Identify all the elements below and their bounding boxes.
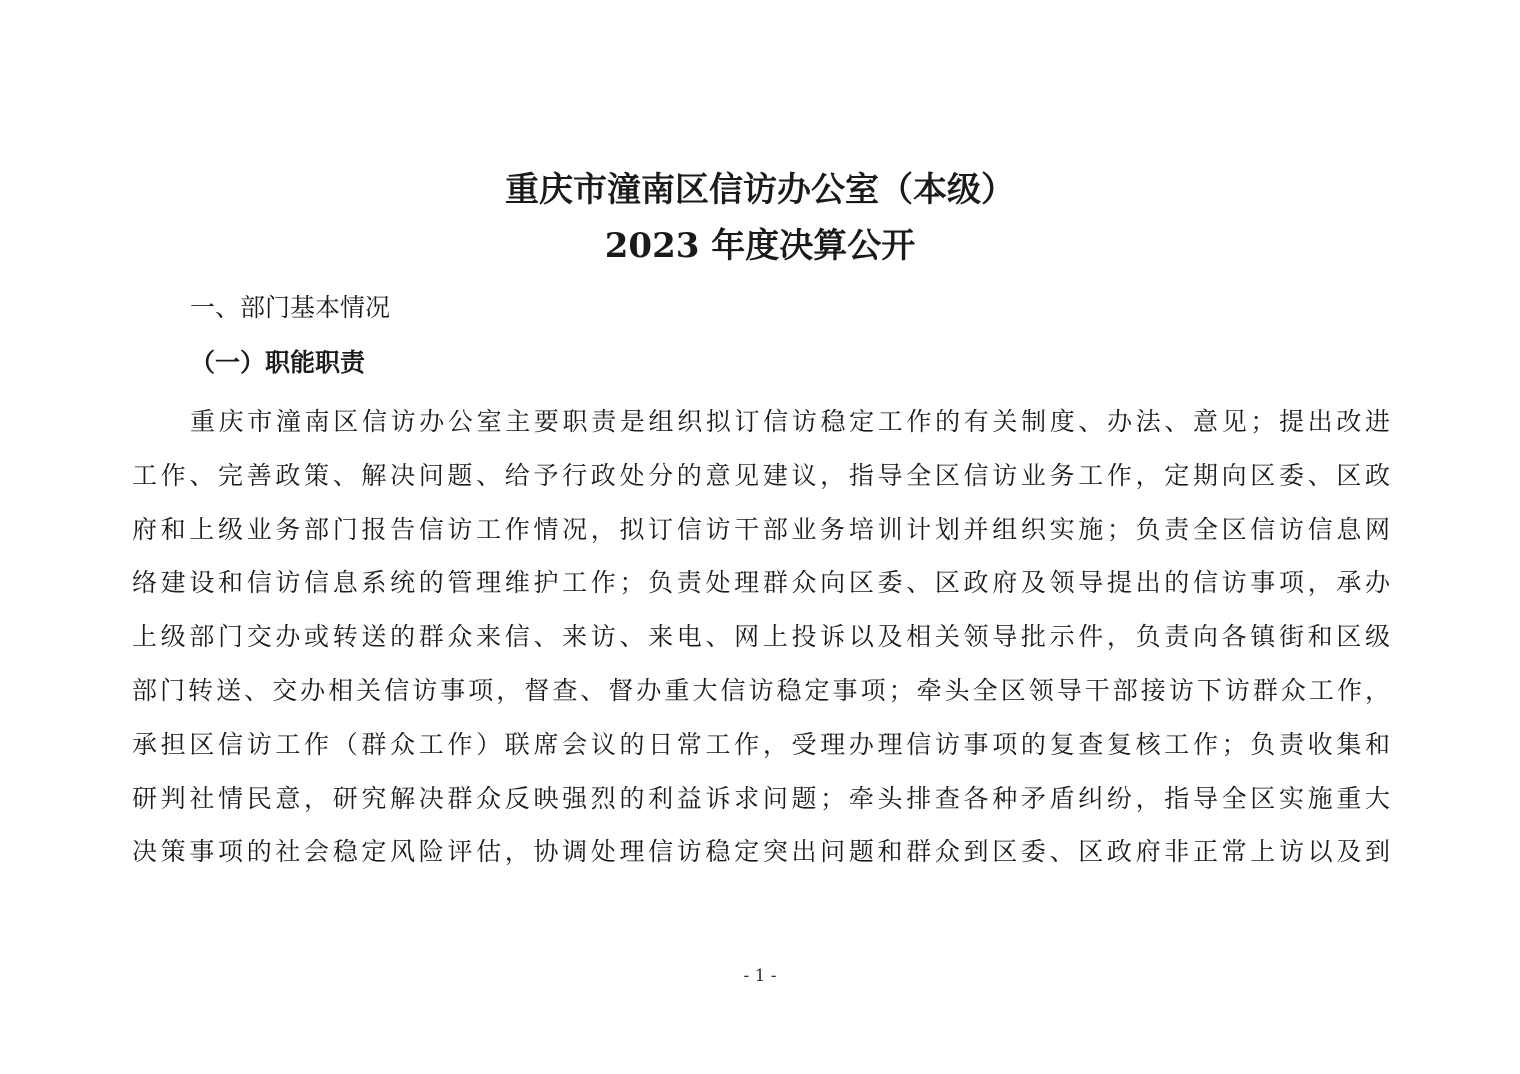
body-line: 工作、完善政策、解决问题、给予行政处分的意见建议，指导全区信访业务工作，定期向区委、区政 bbox=[132, 460, 1390, 490]
document-title-line-1: 重庆市潼南区信访办公室（本级） bbox=[505, 170, 1015, 210]
body-line: 府和上级业务部门报告信访工作情况，拟订信访干部业务培训计划并组织实施；负责全区信访信息网 bbox=[132, 514, 1390, 544]
body-line: 研判社情民意，研究解决群众反映强烈的利益诉求问题；牵头排查各种矛盾纠纷，指导全区实施重大 bbox=[132, 783, 1390, 813]
body-paragraph bbox=[132, 395, 1390, 879]
page-number: - 1 - bbox=[743, 966, 777, 986]
body-line: 络建设和信访信息系统的管理维护工作；负责处理群众向区委、区政府及领导提出的信访事项，承办 bbox=[132, 568, 1390, 598]
document-title-line-2: 2023 年度决算公开 bbox=[604, 226, 916, 266]
section-heading: 一、部门基本情况 bbox=[190, 293, 391, 322]
body-line: 部门转送、交办相关信访事项，督查、督办重大信访稳定事项；牵头全区领导干部接访下访群众工作， bbox=[132, 675, 1390, 705]
subsection-heading: （一）职能职责 bbox=[190, 348, 366, 377]
body-line: 承担区信访工作（群众工作）联席会议的日常工作，受理办理信访事项的复查复核工作；负责收集和 bbox=[132, 729, 1390, 759]
body-line: 上级部门交办或转送的群众来信、来访、来电、网上投诉以及相关领导批示件，负责向各镇街和区级 bbox=[132, 622, 1390, 652]
body-line: 重庆市潼南区信访办公室主要职责是组织拟订信访稳定工作的有关制度、办法、意见；提出改进 bbox=[190, 407, 1390, 436]
body-line: 决策事项的社会稳定风险评估，协调处理信访稳定突出问题和群众到区委、区政府非正常上访以及到 bbox=[132, 837, 1390, 867]
